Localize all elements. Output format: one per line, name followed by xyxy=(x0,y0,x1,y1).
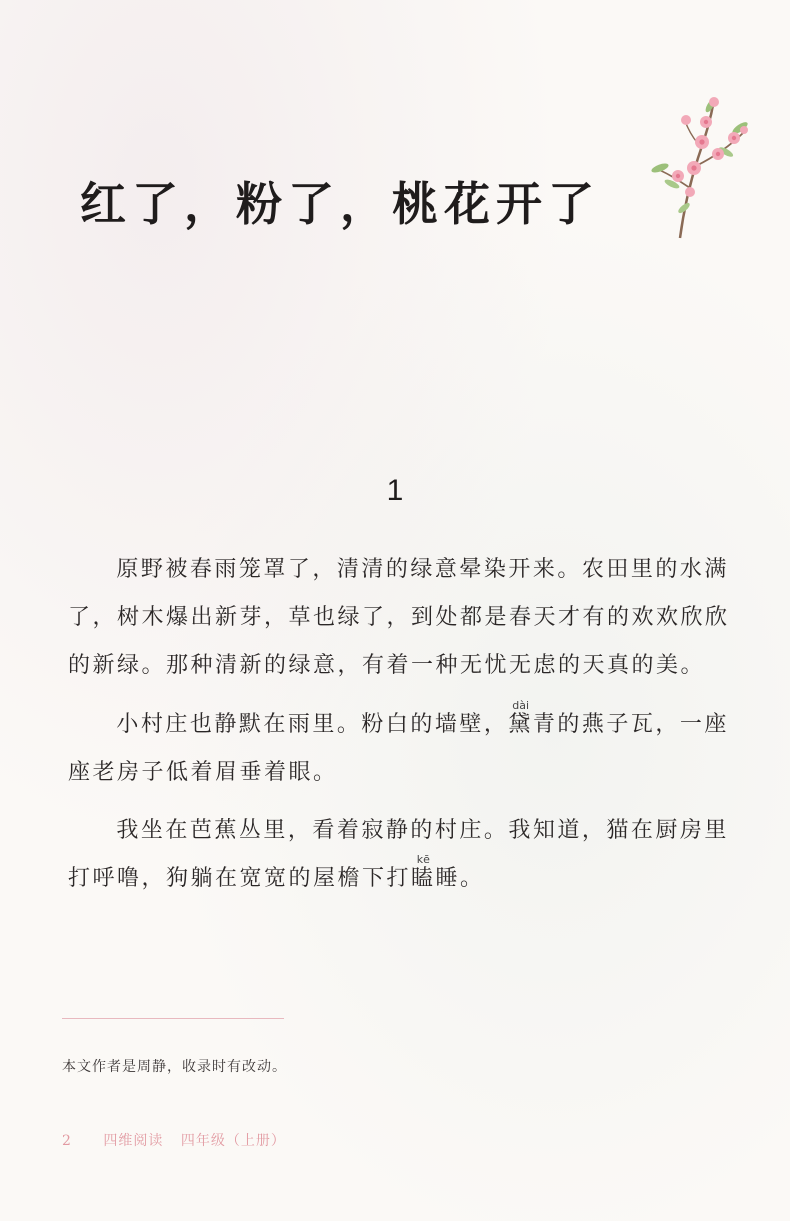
page-title: 红了，粉了，桃花开了 xyxy=(80,177,600,231)
peach-blossom-branch-icon xyxy=(640,88,758,240)
book-volume: 四年级（上册） xyxy=(180,1133,286,1149)
paragraph xyxy=(68,546,734,690)
section-number: 1 xyxy=(386,474,404,507)
paragraph-text: 小村庄也静默在雨里。粉白的墙壁， xyxy=(116,712,509,737)
paragraph xyxy=(68,700,734,797)
paragraph xyxy=(68,807,734,903)
pinyin-annotated-char: 瞌kē xyxy=(411,853,436,891)
pinyin-annotation: dài xyxy=(508,699,533,712)
footnote-divider xyxy=(62,1018,284,1019)
paragraph-text: 青的燕子瓦，一座座老房子低着眉垂着眼。 xyxy=(68,712,729,785)
paragraph-text: 睡。 xyxy=(435,866,485,891)
pinyin-annotation: kē xyxy=(411,853,436,866)
page-footer xyxy=(62,1130,286,1150)
paragraph-text: 原野被春雨笼罩了，清清的绿意晕染开来。农田里的水满了，树木爆出新芽，草也绿了，到处都是春天才有的欢欢欣欣的新绿。那种清新的绿意，有着一种无忧无虑的天真的美。 xyxy=(68,557,730,678)
page-number: 2 xyxy=(62,1133,72,1149)
article-body xyxy=(68,546,734,913)
paragraph-text: 我坐在芭蕉丛里，看着寂静的村庄。我知道，猫在厨房里打呼噜，狗躺在宽宽的屋檐下打 xyxy=(68,818,729,891)
footnote: 本文作者是周静，收录时有改动。 xyxy=(62,1059,287,1075)
book-title: 四维阅读 xyxy=(103,1133,164,1149)
pinyin-annotated-char: 黛dài xyxy=(508,699,533,737)
